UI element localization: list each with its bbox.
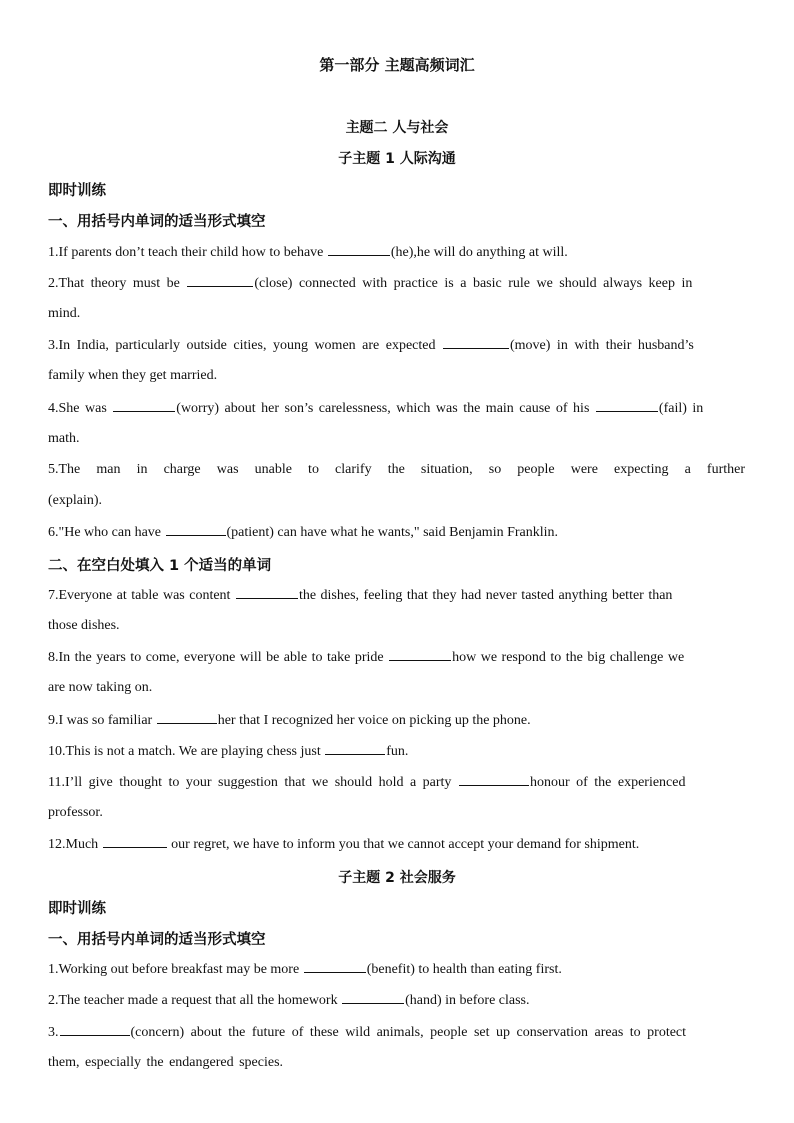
section-heading-fill-form-1: 一、用括号内单词的适当形式填空 xyxy=(48,214,266,230)
part-title: 第一部分 主题高频词汇 xyxy=(319,56,475,74)
question-11-cont: professor. xyxy=(48,805,103,820)
question-12: 12.Much our regret, we have to inform you that we cannot accept your demand for shipment. xyxy=(48,837,640,852)
training-heading-1: 即时训练 xyxy=(48,183,106,199)
question-2: 2.That theory must be (close) connected with practice is a basic rule we should always keep in xyxy=(48,276,693,291)
answer-blank[interactable] xyxy=(304,960,366,973)
subtheme-2-title: 子主题 2 社会服务 xyxy=(338,870,456,886)
answer-blank[interactable] xyxy=(325,742,385,755)
answer-blank[interactable] xyxy=(103,835,167,848)
question-4: 4.She was (worry) about her son’s carelessness, which was the main cause of his (fail) in xyxy=(48,401,704,416)
question-7-cont: those dishes. xyxy=(48,618,120,633)
question-8: 8.In the years to come, everyone will be able to take pride how we respond to the big challenge we xyxy=(48,650,685,665)
answer-blank[interactable] xyxy=(113,399,175,412)
answer-blank[interactable] xyxy=(459,773,529,786)
answer-blank[interactable] xyxy=(187,274,253,287)
answer-blank[interactable] xyxy=(342,991,404,1004)
question-9: 9.I was so familiar her that I recognized her voice on picking up the phone. xyxy=(48,713,531,728)
section-heading-fill-word: 二、在空白处填入 1 个适当的单词 xyxy=(48,558,272,574)
question-s2-3: 3. (concern) about the future of these wild animals, people set up conservation areas to protect xyxy=(48,1025,687,1040)
question-3-cont: family when they get married. xyxy=(48,368,218,383)
question-s2-2: 2.The teacher made a request that all the homework (hand) in before class. xyxy=(48,993,530,1008)
question-10: 10.This is not a match. We are playing chess just fun. xyxy=(48,744,409,759)
question-s2-3-cont: them, especially the endangered species. xyxy=(48,1055,284,1070)
subtheme-1-title: 子主题 1 人际沟通 xyxy=(338,151,456,167)
answer-blank[interactable] xyxy=(60,1023,130,1036)
question-5-cont: (explain). xyxy=(48,493,103,508)
answer-blank[interactable] xyxy=(157,711,217,724)
answer-blank[interactable] xyxy=(389,648,451,661)
question-4-cont: math. xyxy=(48,431,80,446)
question-5: 5.The man in charge was unable to clarify the situation, so people were expecting a further xyxy=(48,462,745,477)
question-2-cont: mind. xyxy=(48,306,81,321)
question-7: 7.Everyone at table was content the dishes, feeling that they had never tasted anything better than xyxy=(48,588,673,603)
answer-blank[interactable] xyxy=(596,399,658,412)
training-heading-2: 即时训练 xyxy=(48,901,106,917)
question-11: 11.I’ll give thought to your suggestion that we should hold a party honour of the experienced xyxy=(48,775,686,790)
answer-blank[interactable] xyxy=(236,586,298,599)
question-s2-1: 1.Working out before breakfast may be more (benefit) to health than eating first. xyxy=(48,962,562,977)
answer-blank[interactable] xyxy=(328,243,390,256)
question-3: 3.In India, particularly outside cities, young women are expected (move) in with their husband’s xyxy=(48,338,694,353)
section-heading-fill-form-2: 一、用括号内单词的适当形式填空 xyxy=(48,932,266,948)
answer-blank[interactable] xyxy=(166,523,226,536)
question-6: 6."He who can have (patient) can have what he wants," said Benjamin Franklin. xyxy=(48,525,559,540)
answer-blank[interactable] xyxy=(443,336,509,349)
question-8-cont: are now taking on. xyxy=(48,680,153,695)
theme-title: 主题二 人与社会 xyxy=(345,120,449,136)
question-1: 1.If parents don’t teach their child how to behave (he),he will do anything at will. xyxy=(48,245,568,260)
